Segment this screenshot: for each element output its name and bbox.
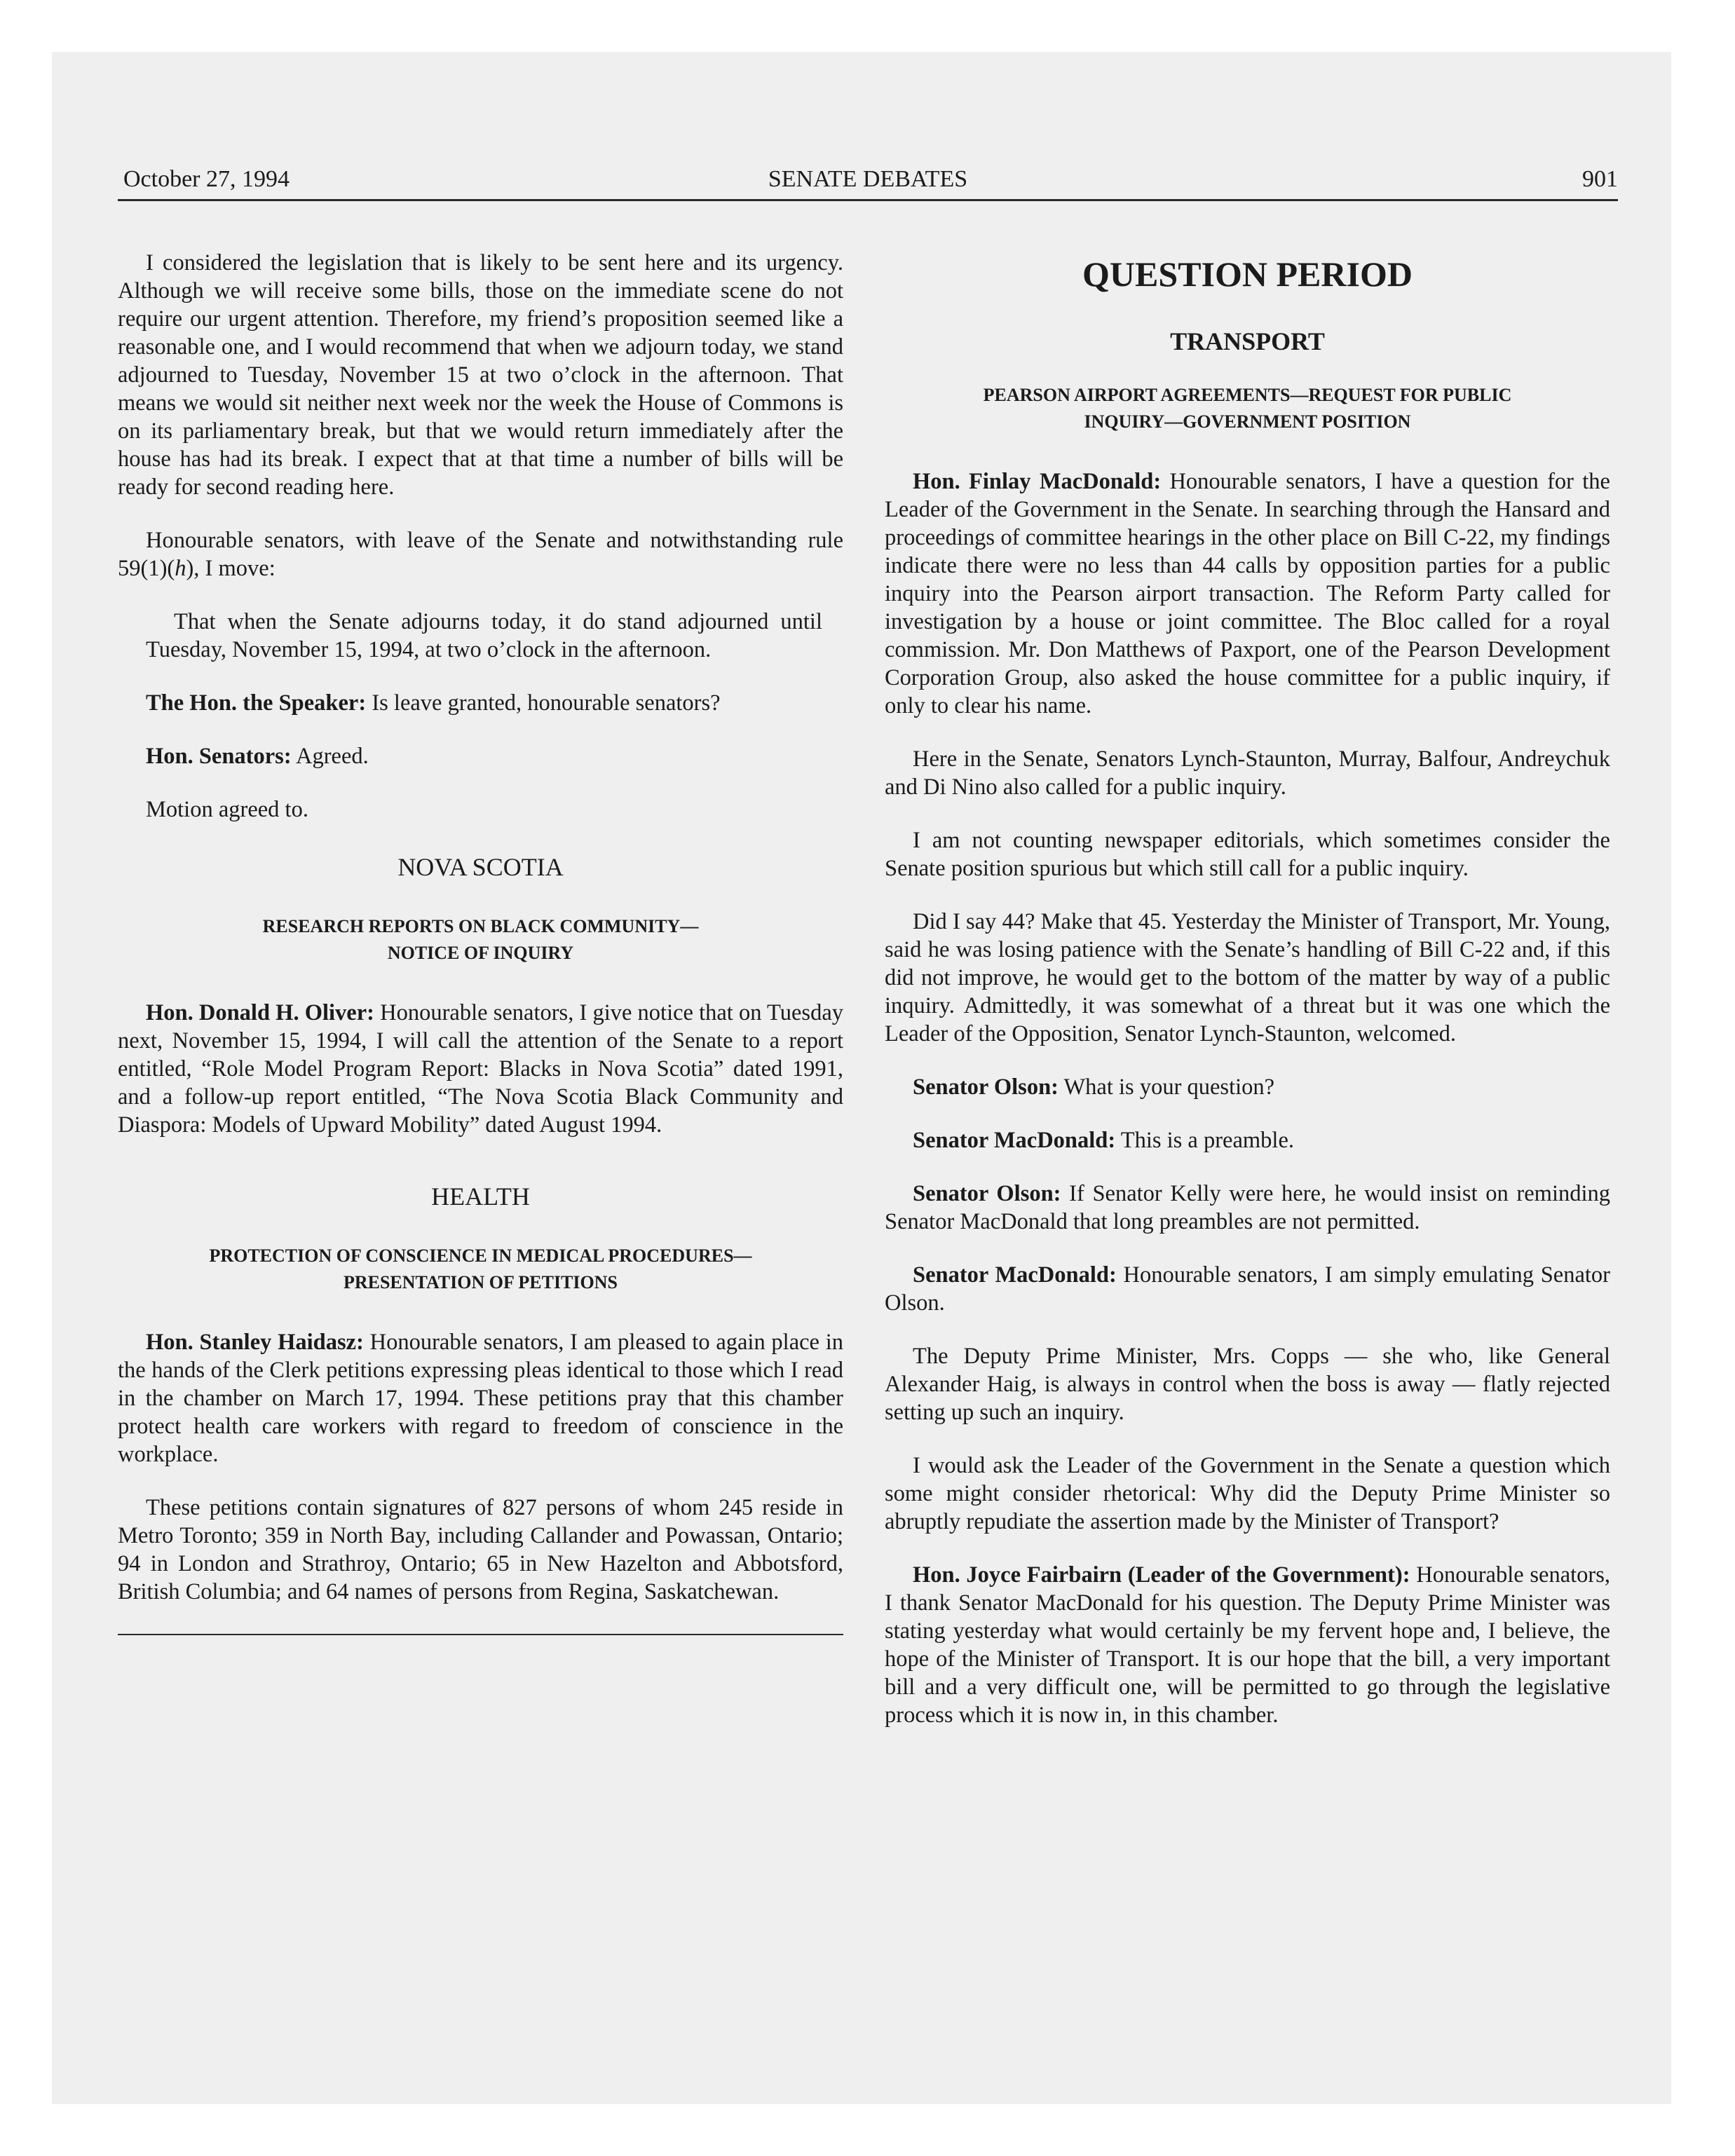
heading-nova-scotia: NOVA SCOTIA <box>397 853 564 881</box>
exchange-macdonald-3: Senator MacDonald: Honourable senators, I am simply emulating Senator Olson. <box>885 1262 1610 1316</box>
header-page-number: 901 <box>1582 166 1618 192</box>
speaker-name: Senator MacDonald: <box>913 1128 1116 1153</box>
heading-question-period: QUESTION PERIOD <box>1082 254 1413 294</box>
paragraph-senators-inquiry: Here in the Senate, Senators Lynch-Staunton, Murray, Balfour, Andreychuk and Di Nino also called for a public inquiry. <box>885 746 1610 800</box>
paragraph-legislation: I considered the legislation that is likely to be sent here and its urgency. Although we will receive some bills, those on the immediate scene do not require our urgent attention. Therefore, my friend’s proposition seemed like a reasonable one, and I would recommend that when we adjourn today, we stand adjourned to Tuesday, November 15 at two o’clock in the afternoon. That means we would sit neither next week nor the week the House of Commons is on its parliamentary break, but that we would return immediately after the house has had its break. I expect that at that time a number of bills will be ready for second reading here. <box>118 250 843 500</box>
heading-transport: TRANSPORT <box>1170 327 1325 355</box>
paragraph-haidasz: Hon. Stanley Haidasz: Honourable senators, I am pleased to again place in the hands of the Clerk petitions expressing pleas identical to those which I read in the chamber on March 17, 1994. These petitions pray that this chamber protect health care workers with regard to freedom of conscience in the workplace. <box>118 1330 843 1467</box>
motion-quote: That when the Senate adjourns today, it do stand adjourned until Tuesday, November 15, 1994, at two o’clock in the afternoon. <box>146 609 822 662</box>
speaker-name: Senator Olson: <box>913 1074 1059 1100</box>
right-column <box>885 249 1610 1754</box>
paragraph-rhetorical-question: I would ask the Leader of the Government in the Senate a question which some might consider rhetorical: Why did the Deputy Prime Minister so abruptly repudiate the assertion made by the Minister of Transport? <box>885 1453 1610 1534</box>
speaker-name: Hon. Donald H. Oliver: <box>146 1000 374 1025</box>
paragraph-make-that-45: Did I say 44? Make that 45. Yesterday the Minister of Transport, Mr. Young, said he was losing patience with the Senate’s handling of Bill C-22 and, if this did not improve, he would get to the bottom of the matter by way of a public inquiry. Admittedly, it was somewhat of a threat but it was one which the Leader of the Opposition, Senator Lynch-Staunton, welcomed. <box>885 909 1610 1046</box>
page-header <box>118 160 1618 201</box>
speaker-name: Hon. Senators: <box>146 744 292 769</box>
subheading-pearson-airport: PEARSON AIRPORT AGREEMENTS—REQUEST FOR PUBLIC INQUIRY—GOVERNMENT POSITION <box>983 385 1512 432</box>
heading-health: HEALTH <box>431 1182 530 1210</box>
paragraph-macdonald-question: Hon. Finlay MacDonald: Honourable senators, I have a question for the Leader of the Government in the Senate. In searching through the Hansard and proceedings of committee hearings in the other place on Bill C-22, my findings indicate there were no less than 44 calls by opposition parties for a public inquiry into the Pearson airport transaction. The Reform Party called for investigation by a house or joint committee. The Bloc called for a royal commission. Mr. Don Matthews of Paxport, one of the Pearson Development Corporation Group, also asked the house committee for a public inquiry, if only to clear his name. <box>885 469 1610 718</box>
speaker-name: Senator MacDonald: <box>913 1262 1117 1288</box>
paragraph-editorials: I am not counting newspaper editorials, which sometimes consider the Senate position spurious but which still call for a public inquiry. <box>885 828 1610 881</box>
senators-agreed: Hon. Senators: Agreed. <box>146 744 369 769</box>
exchange-olson-2: Senator Olson: If Senator Kelly were here, he would insist on reminding Senator MacDonald that long preambles are not permitted. <box>885 1181 1610 1234</box>
speaker-name: Hon. Joyce Fairbairn (Leader of the Government): <box>913 1562 1410 1588</box>
paragraph-petitions: These petitions contain signatures of 827 persons of whom 245 reside in Metro Toronto; 359 in North Bay, including Callander and Powassan, Ontario; 94 in London and Strathroy, Ontario; 65 in New Hazelton and Abbotsford, British Columbia; and 64 names of persons from Regina, Saskatchewan. <box>118 1495 843 1604</box>
paragraph-fairbairn-answer: Hon. Joyce Fairbairn (Leader of the Government): Honourable senators, I thank Senator MacDonald for his question. The Deputy Prime Minister was stating yesterday what would certainly be my fervent hope and, I believe, the hope of the Minister of Transport. It is our hope that the bill, a very important bill and a very difficult one, will be permitted to go through the legislative process which it is now in, in this chamber. <box>885 1562 1610 1728</box>
paragraph-oliver: Hon. Donald H. Oliver: Honourable senators, I give notice that on Tuesday next, November 15, 1994, I will call the attention of the Senate to a report entitled, “Role Model Program Report: Blacks in Nova Scotia” dated 1991, and a follow-up report entitled, “The Nova Scotia Black Community and Diaspora: Models of Upward Mobility” dated August 1994. <box>118 1000 843 1138</box>
header-title: SENATE DEBATES <box>768 166 968 192</box>
left-column <box>118 249 843 1635</box>
paragraph-motion-intro: Honourable senators, with leave of the Senate and notwithstanding rule 59(1)(h), I move: <box>118 528 843 581</box>
paragraph-deputy-prime-minister: The Deputy Prime Minister, Mrs. Copps — she who, like General Alexander Haig, is always in control when the boss is away — flatly rejected setting up such an inquiry. <box>885 1344 1610 1425</box>
speaker-name: The Hon. the Speaker: <box>146 690 367 716</box>
exchange-olson-1: Senator Olson: What is your question? <box>913 1074 1275 1100</box>
speaker-name: Hon. Finlay MacDonald: <box>913 469 1162 494</box>
header-date: October 27, 1994 <box>123 166 290 192</box>
speaker-question: The Hon. the Speaker: Is leave granted, honourable senators? <box>146 690 721 716</box>
section-divider <box>118 1634 843 1635</box>
exchange-macdonald-2: Senator MacDonald: This is a preamble. <box>913 1128 1295 1153</box>
speaker-name: Senator Olson: <box>913 1181 1061 1206</box>
subheading-protection-of-conscience: PROTECTION OF CONSCIENCE IN MEDICAL PROCEDURES— PRESENTATION OF PETITIONS <box>209 1246 752 1292</box>
subheading-research-reports: RESEARCH REPORTS ON BLACK COMMUNITY— NOTICE OF INQUIRY <box>262 916 699 963</box>
motion-agreed: Motion agreed to. <box>146 797 308 822</box>
speaker-name: Hon. Stanley Haidasz: <box>146 1330 364 1355</box>
